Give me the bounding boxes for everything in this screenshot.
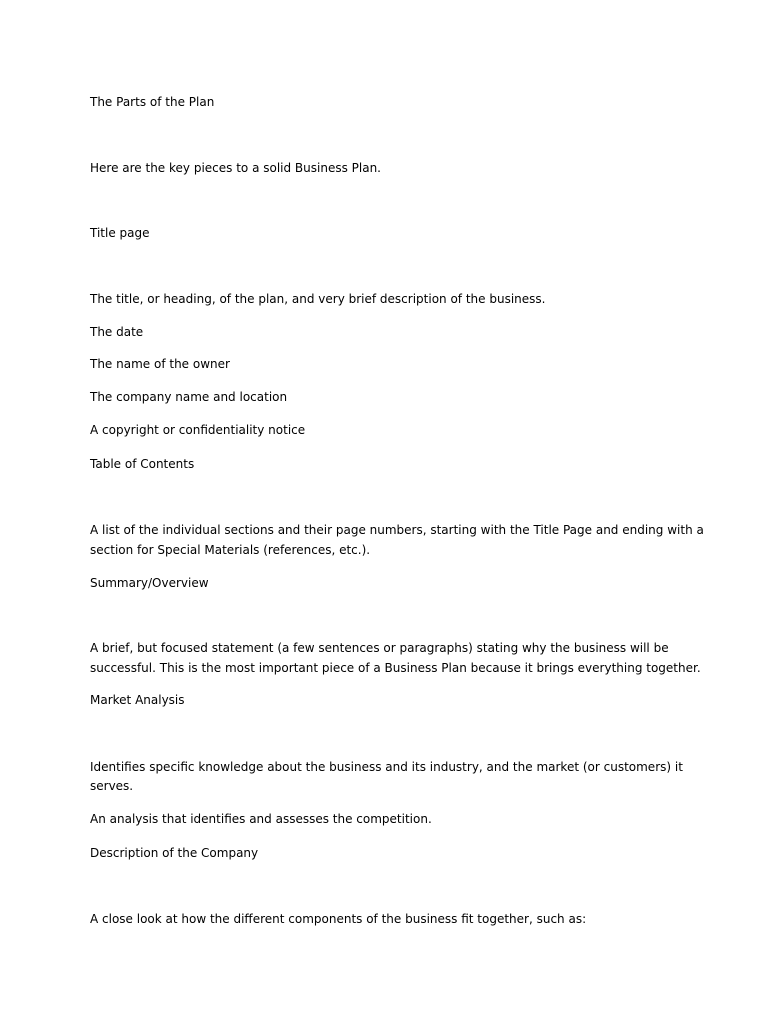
market-analysis-item: An analysis that identifies and assesses the competition. <box>90 812 432 826</box>
summary-line-1: A brief, but focused statement (a few sentences or paragraphs) stating why the business will be <box>90 641 669 655</box>
document-heading: The Parts of the Plan <box>90 95 215 109</box>
title-page-item-date: The date <box>90 325 144 339</box>
market-analysis-line-2: serves. <box>90 779 134 793</box>
intro-text: Here are the key pieces to a solid Business Plan. <box>90 161 381 175</box>
title-page-description: The title, or heading, of the plan, and very brief description of the business. <box>90 292 546 306</box>
title-page-item-company: The company name and location <box>90 390 288 404</box>
market-analysis-line-1: Identifies specific knowledge about the business and its industry, and the market (or customers) it <box>90 760 683 774</box>
table-of-contents-line-1: A list of the individual sections and their page numbers, starting with the Title Page and ending with a <box>90 523 704 537</box>
market-analysis-heading: Market Analysis <box>90 693 185 707</box>
summary-heading: Summary/Overview <box>90 576 209 590</box>
table-of-contents-line-2: section for Special Materials (references, etc.). <box>90 543 371 557</box>
company-description-text: A close look at how the different components of the business fit together, such as: <box>90 912 587 926</box>
title-page-item-owner: The name of the owner <box>90 357 230 371</box>
summary-line-2: successful. This is the most important piece of a Business Plan because it brings everything together. <box>90 661 701 675</box>
company-description-heading: Description of the Company <box>90 846 259 860</box>
table-of-contents-heading: Table of Contents <box>90 457 195 471</box>
title-page-heading: Title page <box>90 226 150 240</box>
title-page-item-copyright: A copyright or confidentiality notice <box>90 423 306 437</box>
